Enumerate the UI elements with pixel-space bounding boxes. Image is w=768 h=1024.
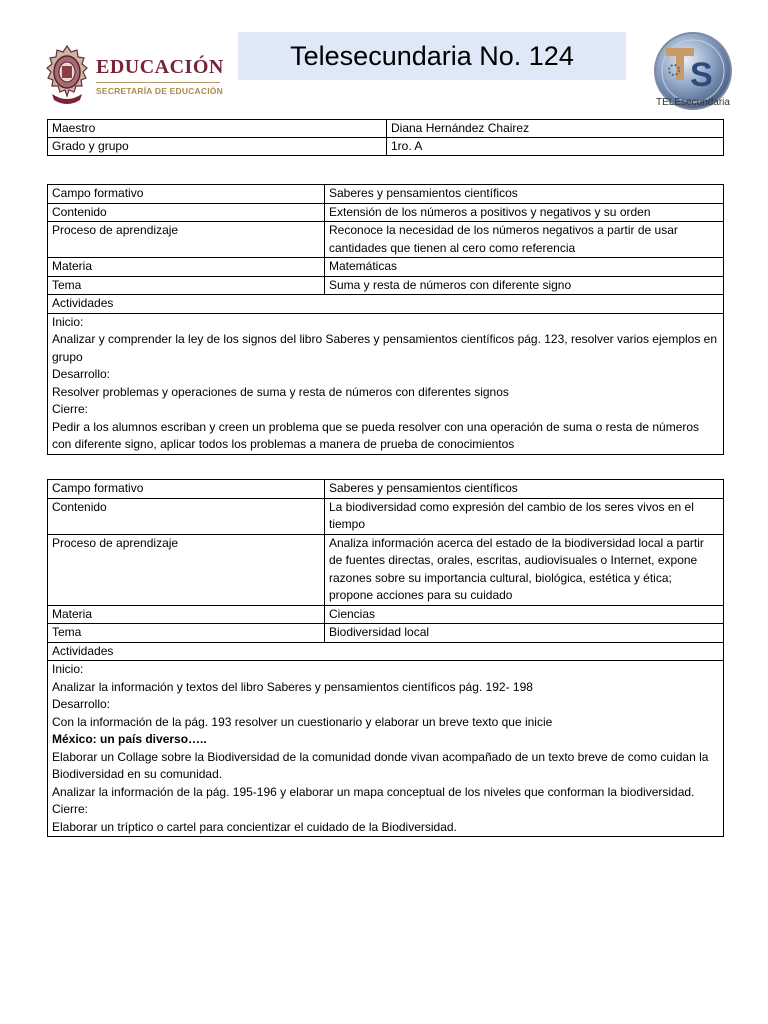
- logo-divider: [96, 82, 220, 83]
- table-row: [48, 222, 724, 258]
- telesecundaria-logo: [648, 32, 738, 114]
- plan2-value-contenido: La biodiversidad como expresión del cambio de los seres vivos en el tiempo: [325, 498, 724, 534]
- plan2-value-proceso: Analiza información acerca del estado de la biodiversidad local a partir de fuentes directas, orales, escritas, audiovisuales o Internet, expone razones sobre su importancia cultural, biológica, estética y ética; propone acciones para su cuidado: [325, 534, 724, 605]
- plan2-label-contenido: Contenido: [48, 498, 325, 534]
- plan1-activities-cell: [48, 313, 724, 454]
- plan1-value-contenido: Extensión de los números a positivos y negativos y su orden: [325, 203, 724, 222]
- table-row: [48, 534, 724, 605]
- plan2-label-proceso: Proceso de aprendizaje: [48, 534, 325, 605]
- plan1-label-proceso: Proceso de aprendizaje: [48, 222, 325, 258]
- logo-title: EDUCACIÓN: [96, 56, 224, 78]
- activity-line: Con la información de la pág. 193 resolver un cuestionario y elaborar un breve texto que inicie: [52, 714, 553, 729]
- page-title-box: [238, 32, 626, 80]
- teacher-info-table: [47, 119, 724, 156]
- activity-line: Inicio:: [52, 662, 84, 676]
- plan2-label-materia: Materia: [48, 605, 325, 624]
- plan2-value-tema: Biodiversidad local: [325, 624, 724, 643]
- table-row: [48, 258, 724, 277]
- info-value-grade: 1ro. A: [387, 138, 724, 156]
- plan2-value-materia: Ciencias: [325, 605, 724, 624]
- plan1-label-contenido: Contenido: [48, 203, 325, 222]
- table-row: [48, 295, 724, 314]
- activity-line: Elaborar un Collage sobre la Biodiversidad de la comunidad donde vivan acompañado de un texto breve de como cuidan la Biodiversidad en su comunidad.: [52, 749, 709, 781]
- activity-line-bold: México: un país diverso…..: [52, 732, 207, 746]
- plan2-label-campo: Campo formativo: [48, 480, 325, 499]
- coat-of-arms-icon: [44, 44, 90, 108]
- table-row: [48, 120, 724, 138]
- plan2-value-campo: Saberes y pensamientos científicos: [325, 480, 724, 499]
- activity-line: Analizar y comprender la ley de los signos del libro Saberes y pensamientos científicos pág. 123, resolver varios ejemplos en grupo: [52, 332, 718, 364]
- table-row: [48, 480, 724, 499]
- plan1-label-tema: Tema: [48, 276, 325, 295]
- plan1-label-campo: Campo formativo: [48, 185, 325, 204]
- activity-line: Pedir a los alumnos escriban y creen un problema que se pueda resolver con una operación de suma o resta de números con diferente signo, aplicar todos los problemas a manera de prueba de conocimientos: [52, 419, 700, 451]
- info-value-teacher: Diana Hernández Chairez: [387, 120, 724, 138]
- activity-line: Inicio:: [52, 314, 84, 329]
- plan1-value-proceso: Reconoce la necesidad de los números negativos a partir de usar cantidades que tienen al cero como referencia: [325, 222, 724, 258]
- plan1-value-campo: Saberes y pensamientos científicos: [325, 185, 724, 204]
- logo-subtitle: SECRETARÍA DE EDUCACIÓN: [96, 86, 223, 96]
- table-row: [48, 138, 724, 156]
- activity-line: Desarrollo:: [52, 367, 111, 381]
- activity-line: Analizar la información de la pág. 195-196 y elaborar un mapa conceptual de los niveles que conforman la biodiversidad.: [52, 784, 695, 799]
- table-row: [48, 498, 724, 534]
- activity-line: Resolver problemas y operaciones de suma y resta de números con diferentes signos: [52, 384, 509, 399]
- activity-line: Cierre:: [52, 802, 89, 816]
- table-row: [48, 276, 724, 295]
- info-label-grade: Grado y grupo: [48, 138, 387, 156]
- table-row: [48, 661, 724, 837]
- plan2-activities-heading: Actividades: [48, 642, 724, 661]
- activity-line: Cierre:: [52, 402, 89, 416]
- page-title: Telesecundaria No. 124: [290, 40, 574, 71]
- plan1-label-materia: Materia: [48, 258, 325, 277]
- table-row: [48, 642, 724, 661]
- svg-text:S: S: [690, 56, 713, 94]
- activity-line: Analizar la información y textos del libro Saberes y pensamientos científicos pág. 192- 198: [52, 679, 533, 694]
- table-row: [48, 624, 724, 643]
- plan2-label-tema: Tema: [48, 624, 325, 643]
- activity-line: Elaborar un tríptico o cartel para concientizar el cuidado de la Biodiversidad.: [52, 819, 457, 834]
- lesson-plan-science-table: [47, 479, 724, 837]
- lesson-plan-math-table: [47, 184, 724, 455]
- telesecundaria-caption: TELEsecundaria: [656, 97, 730, 108]
- table-row: [48, 203, 724, 222]
- info-label-teacher: Maestro: [48, 120, 387, 138]
- plan1-value-tema: Suma y resta de números con diferente signo: [325, 276, 724, 295]
- plan1-activities-heading: Actividades: [48, 295, 724, 314]
- plan2-activities-cell: [48, 661, 724, 837]
- table-row: [48, 185, 724, 204]
- table-row: [48, 313, 724, 454]
- table-row: [48, 605, 724, 624]
- education-logo: [44, 42, 226, 108]
- activity-line: Desarrollo:: [52, 697, 111, 711]
- plan1-value-materia: Matemáticas: [325, 258, 724, 277]
